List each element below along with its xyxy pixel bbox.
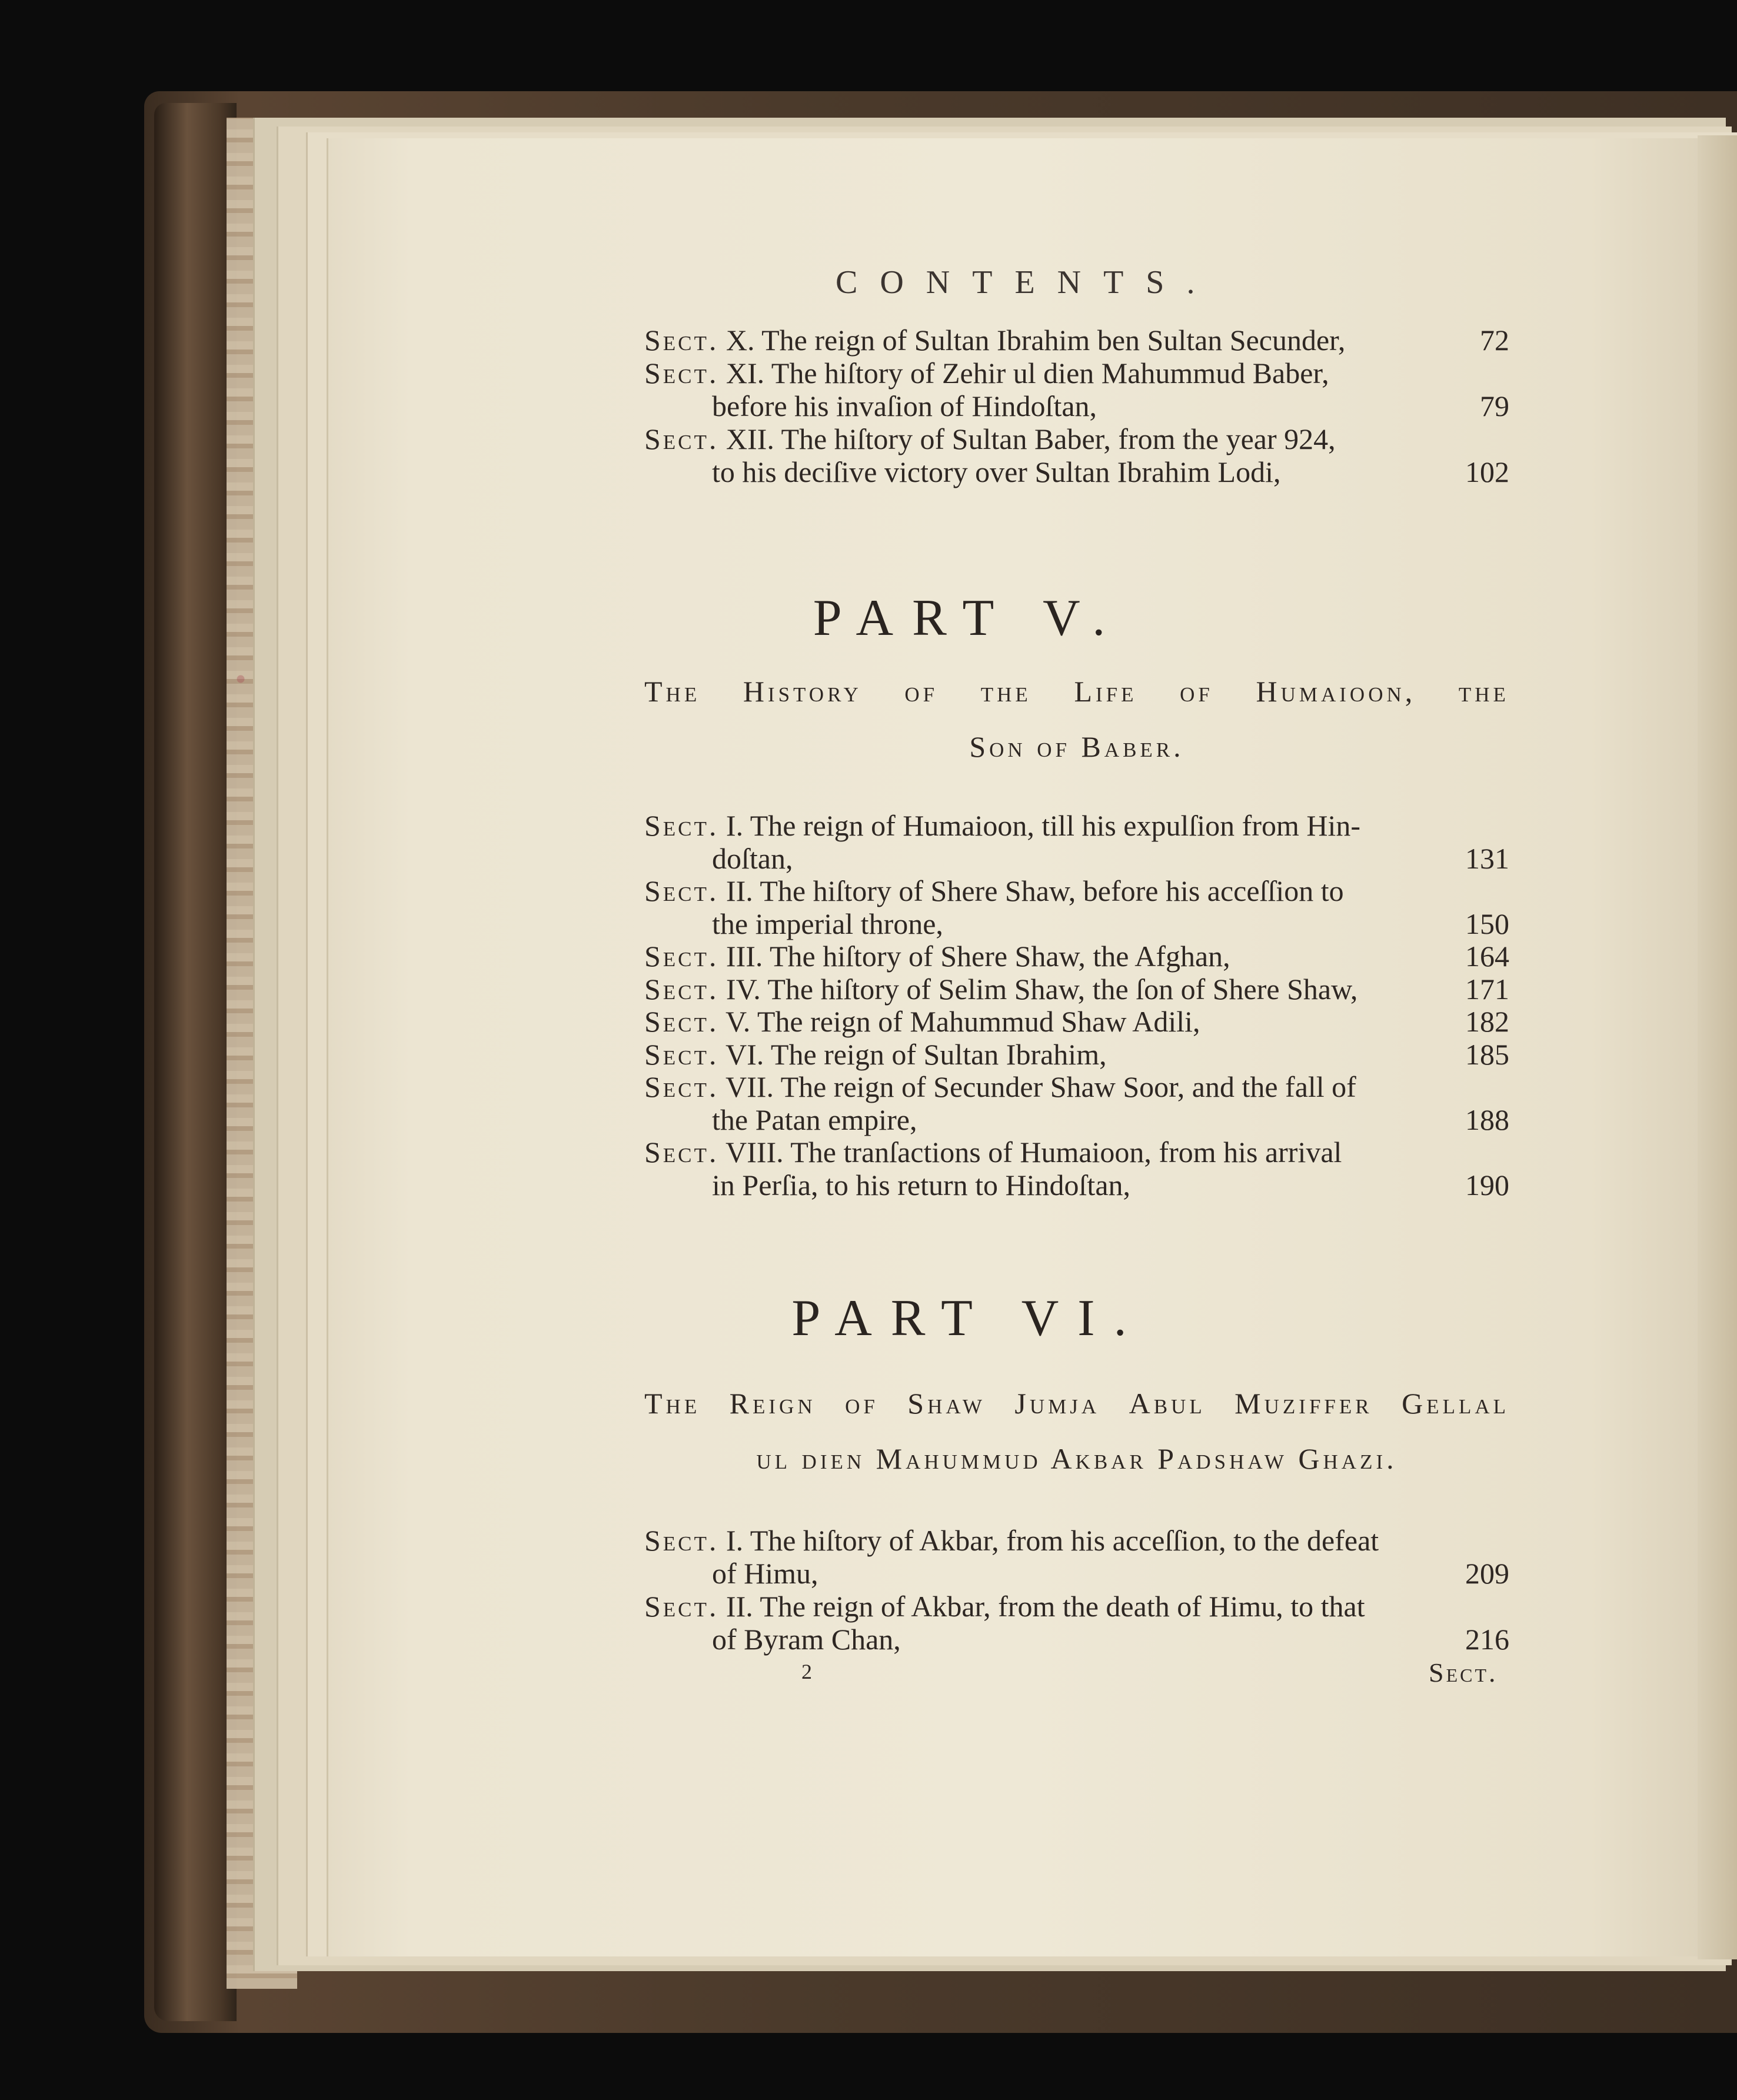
subtitle-word: History: [743, 675, 862, 708]
contents-entry: [644, 973, 1509, 1006]
subtitle-word: The: [644, 1387, 701, 1420]
section-title: The hiſtory of Shere Shaw, before his acceſſion to: [760, 874, 1344, 907]
contents-entry: [644, 422, 1509, 488]
part-vi-subtitle: [644, 1386, 1509, 1476]
section-label: Sect.: [644, 809, 719, 842]
section-title: The hiſtory of Akbar, from his acceſſion, to the defeat: [750, 1524, 1379, 1557]
contents-entry: [644, 809, 1509, 875]
part-v-heading: PART V.: [813, 590, 1124, 647]
part-vi-subtitle-line1: [644, 1386, 1509, 1421]
page-number: 171: [1465, 972, 1509, 1006]
subtitle-word: Muziffer: [1234, 1387, 1373, 1420]
contents-entry: [644, 1005, 1509, 1038]
contents-entry: [644, 1524, 1509, 1590]
section-label: Sect.: [644, 357, 719, 390]
page-number: 216: [1465, 1623, 1509, 1656]
part-v-subtitle-line2: Son of Baber.: [969, 730, 1184, 763]
subtitle-word: the: [980, 675, 1031, 708]
contents-entry: [644, 940, 1509, 973]
entry-line: [644, 842, 1509, 875]
section-label: Sect.: [644, 940, 719, 973]
subtitle-word: Jumja: [1014, 1387, 1100, 1420]
section-label: Sect.: [644, 1524, 719, 1557]
section-number: IV.: [726, 972, 761, 1006]
section-title: The reign of Secunder Shaw Soor, and the fall of: [780, 1070, 1356, 1103]
subtitle-word: of: [904, 675, 939, 708]
section-label: Sect.: [644, 1136, 719, 1169]
facing-page-edge: [1698, 135, 1737, 1959]
section-label: Sect.: [644, 972, 719, 1006]
subtitle-word: Humaioon,: [1256, 675, 1416, 708]
section-title-continued: the Patan empire,: [712, 1103, 917, 1136]
section-title: The reign of Sultan Ibrahim ben Sultan Secunder,: [761, 324, 1346, 357]
section-title: The reign of Akbar, from the death of Himu, to that: [760, 1590, 1365, 1623]
section-title-continued: before his invaſion of Hindoſtan,: [712, 390, 1097, 422]
section-number: II.: [726, 1590, 753, 1623]
section-label: Sect.: [644, 422, 719, 455]
entry-line: [644, 357, 1509, 390]
section-number: I.: [726, 1524, 744, 1557]
entry-line: [644, 1590, 1509, 1623]
section-label: Sect.: [644, 874, 719, 907]
section-label: Sect.: [644, 1070, 719, 1103]
section-title-continued: of Byram Chan,: [712, 1623, 901, 1656]
section-title: The hiſtory of Shere Shaw, the Afghan,: [769, 940, 1230, 973]
section-title: The reign of Sultan Ibrahim,: [770, 1037, 1107, 1071]
section-title-continued: in Perſia, to his return to Hindoſtan,: [712, 1169, 1131, 1202]
cover-spine-edge: [154, 103, 237, 2021]
page-number: 188: [1465, 1103, 1509, 1136]
section-number: VII.: [726, 1070, 774, 1103]
subtitle-word: Abul: [1129, 1387, 1206, 1420]
entry-line: [644, 1038, 1509, 1071]
catchword: Sect.: [1429, 1658, 1498, 1688]
section-number: I.: [726, 809, 744, 842]
subtitle-word: Reign: [729, 1387, 816, 1420]
contents-entry: [644, 1070, 1509, 1136]
subtitle-word: Shaw: [907, 1387, 986, 1420]
entry-line: [644, 874, 1509, 907]
section-title-continued: of Himu,: [712, 1557, 818, 1590]
section-title: The reign of Humaioon, till his expulſion from Hin-: [750, 809, 1361, 842]
subtitle-word: Gellal: [1402, 1387, 1509, 1420]
page-number: 185: [1465, 1037, 1509, 1071]
page-number: 164: [1465, 940, 1509, 973]
section-title-continued: to his deciſive victory over Sultan Ibrahim Lodi,: [712, 455, 1281, 488]
page-number: 190: [1465, 1169, 1509, 1202]
entry-line: [644, 1070, 1509, 1103]
section-number: VI.: [726, 1037, 764, 1071]
section-number: III.: [726, 940, 763, 973]
page-number: 131: [1465, 842, 1509, 875]
section-label: Sect.: [644, 324, 719, 357]
section-title: The tranſactions of Humaioon, from his arrival: [790, 1136, 1342, 1169]
entry-line: [644, 1169, 1509, 1202]
contents-entry: [644, 1590, 1509, 1656]
section-title-continued: the imperial throne,: [712, 907, 943, 940]
section-title: The hiſtory of Selim Shaw, the ſon of Shere Shaw,: [767, 972, 1358, 1006]
entry-line: [644, 1005, 1509, 1038]
part-v-subtitle-line1: [644, 674, 1509, 709]
section-label: Sect.: [644, 1037, 719, 1071]
page-number: 102: [1465, 455, 1509, 488]
section-title: The reign of Mahummud Shaw Adili,: [757, 1005, 1200, 1038]
subtitle-word: The: [644, 675, 701, 708]
entry-line: [644, 1557, 1509, 1590]
subtitle-word: the: [1458, 675, 1509, 708]
signature-mark: 2: [801, 1660, 812, 1683]
entry-line: [644, 940, 1509, 973]
contents-entry: [644, 1136, 1509, 1202]
section-number: XII.: [726, 422, 774, 455]
section-number: II.: [726, 874, 753, 907]
section-number: V.: [726, 1005, 751, 1038]
section-number: X.: [726, 324, 755, 357]
entry-line: [644, 390, 1509, 422]
section-label: Sect.: [644, 1005, 719, 1038]
page-number: 79: [1480, 390, 1509, 422]
section-title-continued: doſtan,: [712, 842, 793, 875]
entry-line: [644, 907, 1509, 940]
contents-entry: [644, 874, 1509, 940]
entry-line: [644, 1103, 1509, 1136]
entry-line: [644, 973, 1509, 1006]
section-number: VIII.: [726, 1136, 784, 1169]
entry-line: [644, 455, 1509, 488]
page-number: 72: [1480, 324, 1509, 357]
entry-line: [644, 324, 1509, 357]
entry-line: [644, 1136, 1509, 1169]
page-number: 150: [1465, 907, 1509, 940]
part-vi-heading: PART VI.: [791, 1290, 1146, 1347]
contents-entry: [644, 324, 1509, 357]
entry-line: [644, 422, 1509, 455]
page-number: 209: [1465, 1557, 1509, 1590]
section-title: The hiſtory of Zehir ul dien Mahummud Baber,: [771, 357, 1329, 390]
entry-line: [644, 1524, 1509, 1557]
section-number: XI.: [726, 357, 765, 390]
running-head: CONTENTS.: [836, 264, 1217, 301]
subtitle-word: of: [1180, 675, 1213, 708]
contents-entry: [644, 357, 1509, 422]
part-vi-subtitle-line2: ul dien Mahummud Akbar Padshaw Ghazi.: [756, 1442, 1397, 1475]
entry-line: [644, 1623, 1509, 1656]
entry-line: [644, 809, 1509, 842]
page-number: 182: [1465, 1005, 1509, 1038]
contents-entry: [644, 1038, 1509, 1071]
section-title: The hiſtory of Sultan Baber, from the year 924,: [781, 422, 1336, 455]
subtitle-word: Life: [1074, 675, 1137, 708]
subtitle-word: of: [845, 1387, 879, 1420]
part-v-subtitle: [644, 674, 1509, 764]
section-label: Sect.: [644, 1590, 719, 1623]
